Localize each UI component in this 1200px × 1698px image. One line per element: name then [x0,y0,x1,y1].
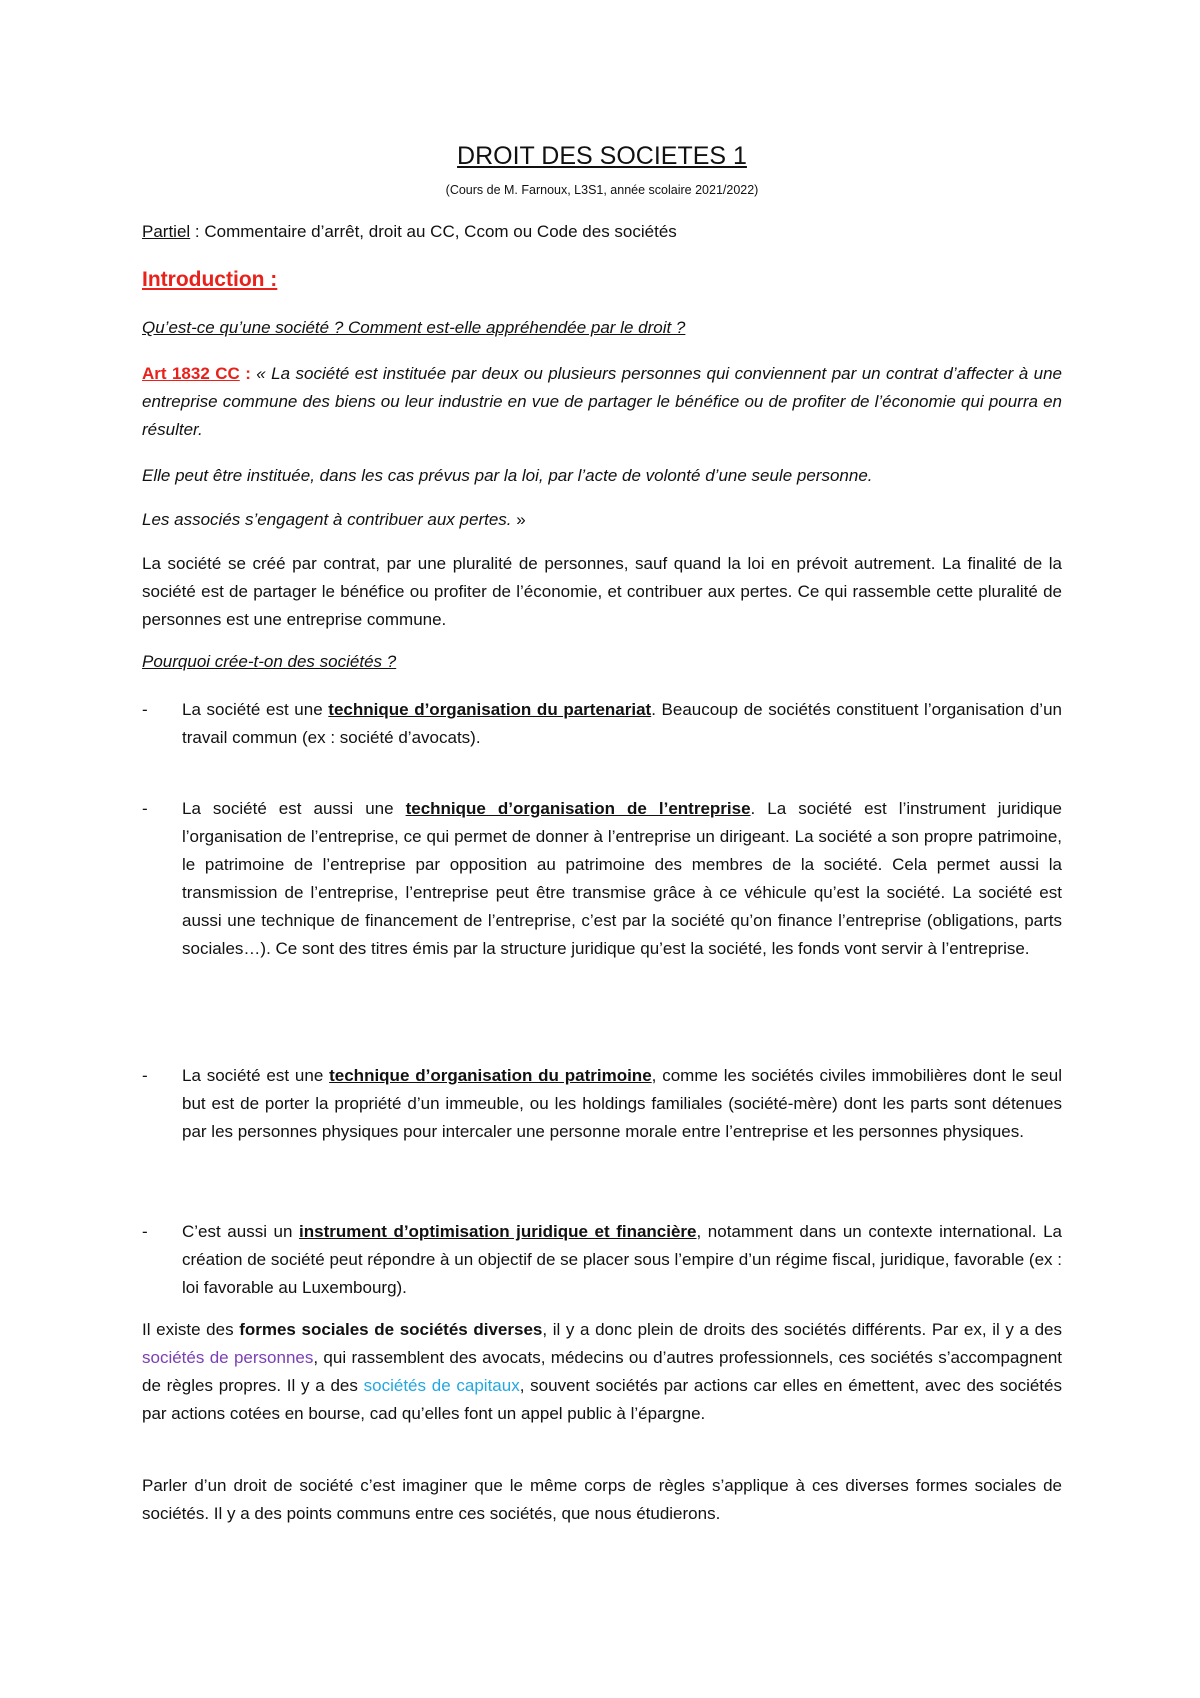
list-item-post: . Beaucoup de sociétés constituent l’organisation d’un travail commun (ex : société d’avocats). [182,700,1062,747]
list-item-key: technique d’organisation du partenariat [328,700,652,719]
list-item-pre: La société est une [182,1066,330,1085]
para2-text1: Il existe des [142,1320,240,1339]
article-sep: : [239,364,257,383]
article-1832-quote [142,360,1062,444]
article-quote-part3 [142,506,1062,534]
list-item-post: , comme les sociétés civiles immobilières dont le seul but est de porter la propriété d’un immeuble, ou les holdings familiales (société-mère) dont les parts sont détenues par les personnes physiques pour intercaler une personne morale entre l’entreprise et les personnes physiques. [182,1066,1062,1141]
list-dash: - [142,1066,148,1085]
para2-bold: formes sociales de sociétés diverses [239,1320,543,1339]
list-dash: - [142,700,148,719]
paragraph-creation: La société se créé par contrat, par une pluralité de personnes, sauf quand la loi en prévoit autrement. La finalité de la société est de partager le bénéfice ou profiter de l’économie, et contribuer aux pertes. Ce qui rassemble cette pluralité de personnes est une entreprise commune. [142,554,1062,629]
para2-text3: , qui rassemblent des avocats, médecins ou d’autres professionnels, ces sociétés s’accompagnent de règles propres. Il y a des [142,1348,1062,1395]
question-definition: Qu’est-ce qu’une société ? Comment est-elle appréhendée par le droit ? [142,318,686,337]
paragraph-social-forms [142,1316,1062,1428]
paragraph-common-rules: Parler d’un droit de société c’est imaginer que le même corps de règles s’applique à ces diverses formes sociales de sociétés. Il y a des points communs entre ces sociétés, que nous étudierons. [142,1476,1062,1523]
document-subtitle: (Cours de M. Farnoux, L3S1, année scolaire 2021/2022) [445,183,759,197]
list-item-pre: C’est aussi un [182,1222,300,1241]
list-item [142,1218,1062,1302]
partiel-text: Commentaire d’arrêt, droit au CC, Ccom ou Code des sociétés [204,222,677,241]
list-item [142,1062,1062,1146]
article-quote-part1: « La société est instituée par deux ou plusieurs personnes qui conviennent par un contrat d’affecter à une entreprise commune des biens ou leur industrie en vue de partager le bénéfice ou de profiter de l’économie qui pourra en résulter. [142,364,1063,439]
para2-text4: , souvent sociétés par actions car elles en émettent, avec des sociétés par actions cotées en bourse, cad qu’elles font un appel public à l’épargne. [142,1376,1062,1423]
list-dash: - [142,799,148,818]
list-item-pre: La société est aussi une [182,799,406,818]
document-title: DROIT DES SOCIETES 1 [457,142,747,170]
list-item-key: instrument d’optimisation juridique et financière [299,1222,697,1241]
para2-text2: , il y a donc plein de droits des sociétés différents. Par ex, il y a des [542,1320,1063,1339]
list-dash: - [142,1222,148,1241]
article-quote-close: » [511,510,526,529]
article-quote-part2: Elle peut être instituée, dans les cas prévus par la loi, par l’acte de volonté d’une seule personne. [142,466,873,485]
list-item-key: technique d’organisation du patrimoine [329,1066,652,1085]
partiel-sep: : [190,222,205,241]
list-item [142,795,1062,963]
list-item-post: . La société est l’instrument juridique l’organisation de l’entreprise, ce qui permet de donner à l’entreprise un dirigeant. La société a son propre patrimoine, le patrimoine de l’entreprise par opposition au patrimoine des membres de la société. Cela permet aussi la transmission de l’entreprise, l’entreprise peut être transmise grâce à ce véhicule qu’est la société. La société est aussi une technique de financement de l’entreprise, c’est par la société qu’on finance l’entreprise (obligations, parts sociales…). Ce sont des titres émis par la structure juridique qu’est la société, les fonds vont servir à l’entreprise. [182,799,1062,958]
introduction-heading: Introduction : [142,268,278,291]
list-item-post: , notamment dans un contexte international. La création de société peut répondre à un objectif de se placer sous l’empire d’un régime fiscal, juridique, favorable (ex : loi favorable au Luxembourg). [182,1222,1062,1297]
list-item [142,696,1062,752]
list-item-pre: La société est une [182,700,329,719]
article-reference: Art 1832 CC [142,364,240,383]
partiel-line [142,218,1062,246]
article-quote-italic: Les associés s’engagent à contribuer aux pertes. [142,510,512,529]
societes-de-personnes: sociétés de personnes [142,1348,314,1367]
societes-de-capitaux: sociétés de capitaux [363,1376,520,1395]
partiel-label: Partiel [142,222,191,241]
list-item-key: technique d’organisation de l’entreprise [405,799,751,818]
question-why: Pourquoi crée-t-on des sociétés ? [142,652,397,671]
